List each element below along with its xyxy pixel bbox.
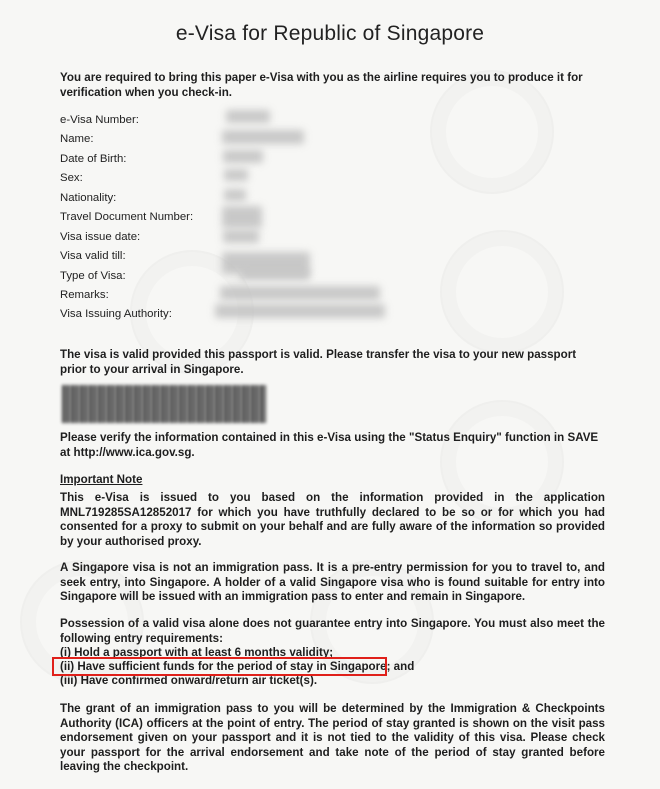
field-label-visa-valid-till: Visa valid till:: [60, 250, 126, 262]
watermark-seal-icon: [440, 230, 564, 354]
verify-note: Please verify the information contained in this e-Visa using the "Status Enquiry" function in SAVE at http://www.ica.gov.sg.: [60, 431, 599, 459]
field-label-visa-issuing-authority: Visa Issuing Authority:: [60, 308, 172, 320]
important-note-heading: Important Note: [60, 473, 143, 486]
redacted-sex: [224, 169, 248, 181]
important-paragraph-4: The grant of an immigration pass to you will be determined by the Immigration & Checkpoints Authority (ICA) officers at the point of entry. The period of stay granted is shown on the visit pass endorsement given on your passport and it is not tied to the validity of this visa. Please check your passport for the arrival endorsement and take note of the period of stay granted before leaving the checkpoint.: [60, 702, 605, 774]
barcode-image: [62, 385, 266, 423]
requirement-item-2: (ii) Have sufficient funds for the period of stay in Singapore; and: [60, 660, 415, 673]
field-label-name: Name:: [60, 133, 94, 145]
important-paragraph-3: Possession of a valid visa alone does not guarantee entry into Singapore. You must also meet the following entry requirements:: [60, 617, 605, 645]
redacted-remarks: [220, 286, 380, 300]
field-label-travel-document-number: Travel Document Number:: [60, 211, 194, 223]
field-label-visa-issue-date: Visa issue date:: [60, 231, 141, 243]
field-label-sex: Sex:: [60, 172, 83, 184]
important-paragraph-1: This e-Visa is issued to you based on the information provided in the application MNL719285SA12852017 for which you have truthfully declared to be so or for which you had consented for a proxy to submit on your behalf and are fully aware of the information so provided by your authorised proxy.: [60, 491, 605, 548]
field-label-date-of-birth: Date of Birth:: [60, 153, 127, 165]
requirement-item-1: (i) Hold a passport with at least 6 months validity;: [60, 646, 334, 659]
document-title: e-Visa for Republic of Singapore: [175, 22, 485, 45]
redacted-nationality: [224, 189, 246, 201]
redacted-travel-document-number: [222, 206, 262, 228]
redacted-type-of-visa: [240, 270, 310, 280]
intro-paragraph: You are required to bring this paper e-Visa with you as the airline requires you to produce it for verification when you check-in.: [60, 71, 583, 99]
requirement-item-3: (iii) Have confirmed onward/return air ticket(s).: [60, 674, 318, 687]
requirement-highlight-box: [52, 657, 387, 676]
redacted-date-of-birth: [223, 150, 263, 163]
redacted-evisa-number: [226, 110, 270, 123]
field-label-evisa-number: e-Visa Number:: [60, 114, 139, 126]
important-paragraph-2: A Singapore visa is not an immigration pass. It is a pre-entry permission for you to travel to, and seek entry, into Singapore. A holder of a valid Singapore visa who is found suitable for entry into Singapore will be issued with an immigration pass to enter and remain in Singapore.: [60, 561, 605, 604]
field-label-type-of-visa: Type of Visa:: [60, 270, 126, 282]
field-label-remarks: Remarks:: [60, 289, 109, 301]
redacted-issuing-authority: [215, 304, 385, 318]
redacted-name: [222, 130, 304, 144]
field-label-nationality: Nationality:: [60, 192, 117, 204]
redacted-visa-issue-date: [223, 230, 259, 243]
validity-note: The visa is valid provided this passport is valid. Please transfer the visa to your new passport prior to your arrival in Singapore.: [60, 348, 577, 376]
